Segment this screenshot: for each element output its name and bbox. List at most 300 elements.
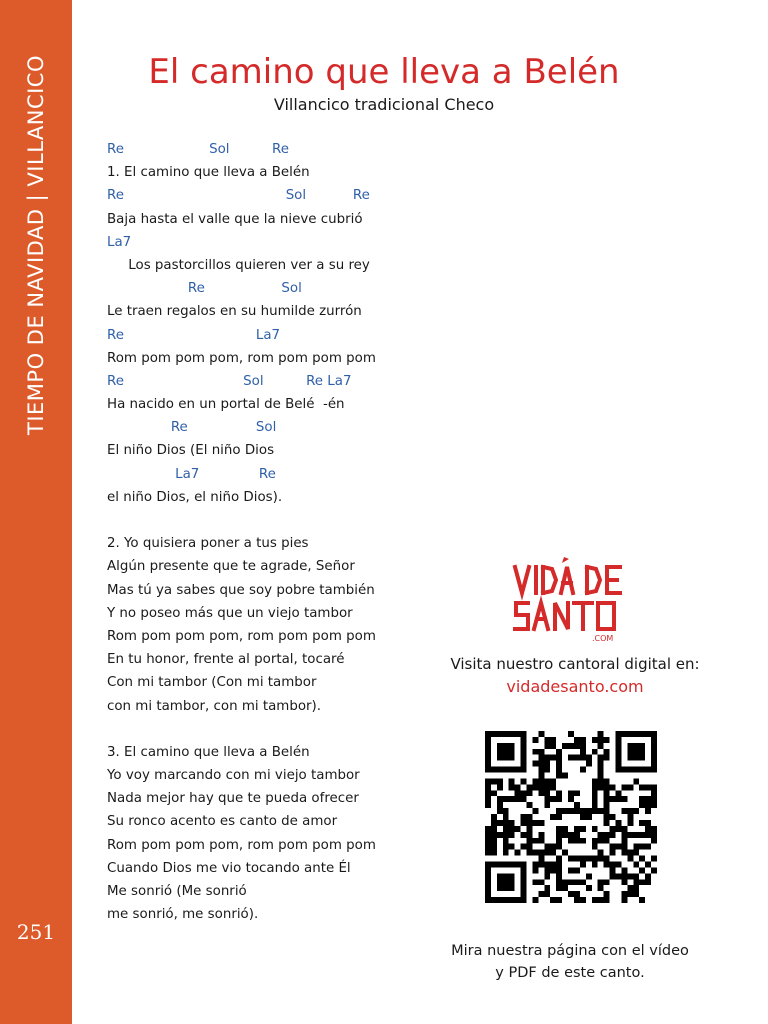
qr-module	[538, 850, 544, 856]
qr-module	[592, 749, 598, 755]
qr-module	[598, 879, 604, 885]
qr-module	[509, 897, 515, 903]
lyric-line: Rom pom pom pom, rom pom pom pom	[107, 837, 376, 853]
qr-module	[651, 731, 657, 737]
qr-module	[610, 850, 616, 856]
lyric-line: Algún presente que te agrade, Señor	[107, 559, 355, 575]
qr-module	[503, 796, 509, 802]
qr-module	[503, 885, 509, 891]
qr-module	[598, 832, 604, 838]
qr-module	[639, 731, 645, 737]
qr-module	[550, 814, 556, 820]
qr-module	[503, 767, 509, 773]
qr-module	[497, 784, 503, 790]
qr-module	[621, 850, 627, 856]
qr-module	[485, 802, 491, 808]
qr-module	[550, 737, 556, 743]
qr-module	[556, 838, 562, 844]
qr-module	[491, 820, 497, 826]
qr-module	[521, 814, 527, 820]
qr-module	[485, 790, 491, 796]
qr-module	[627, 873, 633, 879]
qr-module	[556, 761, 562, 767]
qr-module	[604, 808, 610, 814]
qr-module	[538, 778, 544, 784]
qr-module	[633, 767, 639, 773]
qr-module	[497, 749, 503, 755]
qr-module	[645, 796, 651, 802]
qr-module	[592, 838, 598, 844]
qr-module	[556, 861, 562, 867]
lyric-line: En tu honor, frente al portal, tocaré	[107, 652, 345, 668]
qr-module	[651, 856, 657, 862]
qr-module	[562, 773, 568, 779]
video-pdf-line-2: y PDF de este canto.	[495, 965, 645, 981]
qr-module	[515, 826, 521, 832]
qr-module	[544, 790, 550, 796]
qr-module	[604, 802, 610, 808]
qr-module	[503, 749, 509, 755]
qr-module	[639, 844, 645, 850]
qr-module	[521, 844, 527, 850]
qr-module	[532, 897, 538, 903]
qr-module	[633, 743, 639, 749]
qr-module	[610, 814, 616, 820]
qr-module	[509, 755, 515, 761]
qr-module	[574, 755, 580, 761]
qr-module	[580, 861, 586, 867]
qr-module	[598, 850, 604, 856]
qr-module	[574, 897, 580, 903]
qr-module	[532, 850, 538, 856]
qr-module	[503, 850, 509, 856]
lyric-line: Su ronco acento es canto de amor	[107, 814, 338, 830]
qr-module	[633, 885, 639, 891]
qr-module	[509, 885, 515, 891]
qr-module	[574, 743, 580, 749]
qr-module	[580, 826, 586, 832]
qr-module	[497, 755, 503, 761]
qr-module	[651, 832, 657, 838]
qr-module	[604, 796, 610, 802]
qr-module	[544, 867, 550, 873]
qr-module	[521, 867, 527, 873]
qr-module	[562, 826, 568, 832]
qr-module	[568, 891, 574, 897]
lyric-line: el niño Dios, el niño Dios).	[107, 489, 283, 505]
qr-module	[586, 814, 592, 820]
qr-module	[621, 808, 627, 814]
qr-module	[538, 879, 544, 885]
qr-module	[538, 891, 544, 897]
qr-module	[610, 873, 616, 879]
qr-module	[580, 814, 586, 820]
qr-module	[527, 826, 533, 832]
qr-module	[509, 731, 515, 737]
qr-module	[497, 808, 503, 814]
qr-module	[550, 755, 556, 761]
qr-module	[604, 814, 610, 820]
qr-module	[515, 784, 521, 790]
qr-module	[627, 755, 633, 761]
qr-module	[491, 731, 497, 737]
qr-module	[509, 743, 515, 749]
qr-module	[627, 891, 633, 897]
qr-module	[521, 832, 527, 838]
lyric-line: con mi tambor, con mi tambor).	[107, 698, 322, 714]
qr-module	[532, 861, 538, 867]
qr-module	[497, 731, 503, 737]
qr-module	[556, 808, 562, 814]
qr-module	[645, 820, 651, 826]
qr-module	[568, 867, 574, 873]
qr-module	[645, 808, 651, 814]
qr-module	[598, 731, 604, 737]
qr-module	[515, 897, 521, 903]
qr-module	[544, 755, 550, 761]
qr-module	[615, 796, 621, 802]
song-title: El camino que lleva a Belén	[148, 52, 620, 92]
qr-module	[633, 731, 639, 737]
lyric-line: 1. El camino que lleva a Belén	[107, 165, 310, 181]
qr-module	[615, 844, 621, 850]
qr-module	[515, 850, 521, 856]
qr-code[interactable]	[485, 731, 657, 903]
qr-module	[491, 826, 497, 832]
qr-module	[574, 891, 580, 897]
qr-module	[527, 784, 533, 790]
qr-module	[538, 761, 544, 767]
qr-module	[633, 873, 639, 879]
qr-module	[580, 897, 586, 903]
qr-module	[621, 873, 627, 879]
qr-module	[592, 861, 598, 867]
lyric-line: 3. El camino que lleva a Belén	[107, 744, 310, 760]
chord-line: Re La7	[107, 327, 281, 343]
qr-module	[604, 737, 610, 743]
qr-module	[538, 790, 544, 796]
chord-line: Re Sol Re La7	[107, 373, 352, 389]
qr-module	[556, 867, 562, 873]
qr-module	[485, 755, 491, 761]
qr-module	[527, 838, 533, 844]
qr-module	[509, 873, 515, 879]
qr-module	[598, 885, 604, 891]
qr-module	[497, 885, 503, 891]
qr-module	[604, 820, 610, 826]
qr-module	[556, 873, 562, 879]
qr-module	[538, 820, 544, 826]
lyric-line: Rom pom pom pom, rom pom pom pom	[107, 628, 376, 644]
qr-module	[598, 897, 604, 903]
stanza-gap	[107, 718, 447, 741]
qr-module	[532, 778, 538, 784]
qr-module	[580, 755, 586, 761]
qr-module	[521, 778, 527, 784]
qr-module	[503, 832, 509, 838]
qr-module	[568, 796, 574, 802]
qr-module	[604, 856, 610, 862]
qr-module	[645, 844, 651, 850]
qr-module	[497, 879, 503, 885]
qr-module	[485, 885, 491, 891]
qr-module	[485, 867, 491, 873]
qr-module	[556, 844, 562, 850]
qr-module	[604, 790, 610, 796]
qr-module	[491, 861, 497, 867]
video-pdf-note	[420, 940, 720, 984]
qr-module	[491, 767, 497, 773]
qr-module	[639, 796, 645, 802]
qr-module	[497, 832, 503, 838]
qr-module	[651, 755, 657, 761]
qr-module	[544, 885, 550, 891]
qr-module	[627, 784, 633, 790]
qr-module	[598, 838, 604, 844]
qr-module	[580, 767, 586, 773]
qr-module	[633, 778, 639, 784]
qr-module	[521, 879, 527, 885]
qr-module	[598, 808, 604, 814]
qr-module	[645, 731, 651, 737]
qr-module	[544, 844, 550, 850]
qr-module	[527, 820, 533, 826]
qr-module	[527, 832, 533, 838]
qr-module	[544, 743, 550, 749]
qr-module	[615, 731, 621, 737]
qr-module	[562, 879, 568, 885]
qr-module	[568, 856, 574, 862]
qr-module	[532, 761, 538, 767]
qr-module	[538, 861, 544, 867]
qr-module	[550, 897, 556, 903]
qr-module	[521, 743, 527, 749]
qr-module	[633, 879, 639, 885]
qr-module	[627, 743, 633, 749]
qr-module	[592, 897, 598, 903]
qr-module	[497, 873, 503, 879]
qr-module	[651, 784, 657, 790]
qr-module	[503, 808, 509, 814]
lyric-line: Nada mejor hay que te pueda ofrecer	[107, 791, 359, 807]
lyric-line: Yo voy marcando con mi viejo tambor	[107, 768, 360, 784]
qr-module	[651, 790, 657, 796]
qr-module	[610, 832, 616, 838]
lyric-line: Con mi tambor (Con mi tambor	[107, 675, 317, 691]
qr-module	[615, 749, 621, 755]
qr-module	[556, 767, 562, 773]
qr-module	[621, 832, 627, 838]
qr-module	[509, 832, 515, 838]
qr-module	[562, 885, 568, 891]
qr-module	[621, 796, 627, 802]
qr-module	[521, 796, 527, 802]
qr-module	[503, 826, 509, 832]
qr-module	[604, 749, 610, 755]
qr-module	[574, 802, 580, 808]
qr-module	[574, 867, 580, 873]
qr-module	[645, 832, 651, 838]
qr-module	[598, 767, 604, 773]
lyric-line: me sonrió, me sonrió).	[107, 907, 259, 923]
qr-module	[556, 826, 562, 832]
qr-module	[509, 767, 515, 773]
qr-module	[515, 790, 521, 796]
chord-line: Re Sol	[107, 281, 302, 297]
chord-line: Re Sol Re	[107, 188, 370, 204]
qr-module	[615, 790, 621, 796]
qr-module	[521, 790, 527, 796]
qr-module	[521, 897, 527, 903]
qr-module	[604, 891, 610, 897]
qr-module	[485, 778, 491, 784]
qr-module	[621, 784, 627, 790]
qr-module	[521, 873, 527, 879]
qr-module	[633, 891, 639, 897]
qr-module	[633, 844, 639, 850]
qr-module	[556, 856, 562, 862]
qr-module	[527, 850, 533, 856]
qr-module	[491, 790, 497, 796]
qr-module	[527, 814, 533, 820]
qr-module	[592, 790, 598, 796]
qr-module	[574, 832, 580, 838]
qr-module	[633, 832, 639, 838]
qr-module	[544, 850, 550, 856]
qr-module	[574, 808, 580, 814]
qr-module	[509, 826, 515, 832]
qr-module	[562, 832, 568, 838]
qr-module	[639, 820, 645, 826]
qr-module	[610, 826, 616, 832]
qr-module	[550, 784, 556, 790]
qr-module	[544, 796, 550, 802]
qr-module	[521, 755, 527, 761]
qr-module	[610, 861, 616, 867]
qr-module	[633, 749, 639, 755]
qr-module	[645, 879, 651, 885]
qr-module	[621, 867, 627, 873]
qr-module	[615, 820, 621, 826]
qr-module	[639, 802, 645, 808]
qr-module	[485, 838, 491, 844]
qr-module	[497, 861, 503, 867]
qr-module	[639, 767, 645, 773]
qr-module	[621, 891, 627, 897]
qr-module	[639, 879, 645, 885]
qr-module	[592, 737, 598, 743]
qr-module	[574, 856, 580, 862]
qr-module	[621, 767, 627, 773]
qr-module	[639, 749, 645, 755]
qr-module	[509, 844, 515, 850]
qr-module	[639, 867, 645, 873]
qr-module	[485, 784, 491, 790]
lyric-line: Le traen regalos en su humilde zurrón	[107, 304, 362, 320]
qr-module	[574, 879, 580, 885]
qr-module	[627, 731, 633, 737]
qr-module	[497, 743, 503, 749]
qr-module	[627, 885, 633, 891]
qr-module	[645, 826, 651, 832]
qr-module	[598, 784, 604, 790]
qr-module	[485, 897, 491, 903]
qr-module	[615, 861, 621, 867]
qr-module	[521, 861, 527, 867]
qr-module	[515, 767, 521, 773]
qr-module	[627, 832, 633, 838]
qr-module	[503, 844, 509, 850]
qr-module	[497, 778, 503, 784]
qr-module	[491, 814, 497, 820]
qr-module	[509, 749, 515, 755]
qr-module	[521, 885, 527, 891]
qr-module	[550, 844, 556, 850]
qr-module	[538, 755, 544, 761]
qr-module	[485, 850, 491, 856]
qr-module	[651, 826, 657, 832]
qr-module	[485, 891, 491, 897]
qr-module	[485, 796, 491, 802]
qr-module	[532, 820, 538, 826]
qr-module	[651, 737, 657, 743]
qr-module	[592, 844, 598, 850]
qr-module	[515, 861, 521, 867]
sidebar	[0, 0, 72, 1024]
qr-module	[521, 761, 527, 767]
qr-module	[532, 838, 538, 844]
qr-module	[592, 856, 598, 862]
qr-module	[633, 850, 639, 856]
qr-module	[556, 879, 562, 885]
qr-module	[621, 826, 627, 832]
vida-de-santo-logo	[512, 555, 642, 650]
qr-module	[604, 832, 610, 838]
qr-module	[610, 796, 616, 802]
lyric-line: 2. Yo quisiera poner a tus pies	[107, 536, 309, 552]
qr-module	[497, 802, 503, 808]
qr-module	[633, 808, 639, 814]
qr-module	[485, 731, 491, 737]
qr-module	[592, 808, 598, 814]
qr-module	[503, 731, 509, 737]
qr-module	[532, 749, 538, 755]
qr-module	[497, 820, 503, 826]
qr-module	[598, 761, 604, 767]
qr-module	[592, 826, 598, 832]
qr-module	[550, 850, 556, 856]
qr-module	[580, 737, 586, 743]
qr-module	[562, 850, 568, 856]
qr-module	[556, 773, 562, 779]
qr-module	[604, 784, 610, 790]
qr-module	[485, 761, 491, 767]
qr-module	[645, 861, 651, 867]
qr-module	[580, 838, 586, 844]
qr-module	[568, 755, 574, 761]
qr-module	[568, 808, 574, 814]
lyric-line: Cuando Dios me vio tocando ante Él	[107, 860, 351, 876]
qr-module	[604, 897, 610, 903]
qr-module	[592, 784, 598, 790]
qr-module	[532, 784, 538, 790]
qr-module	[527, 790, 533, 796]
qr-module	[538, 731, 544, 737]
qr-module	[544, 767, 550, 773]
qr-module	[503, 879, 509, 885]
website-link[interactable]: vidadesanto.com	[506, 677, 644, 696]
qr-module	[556, 832, 562, 838]
